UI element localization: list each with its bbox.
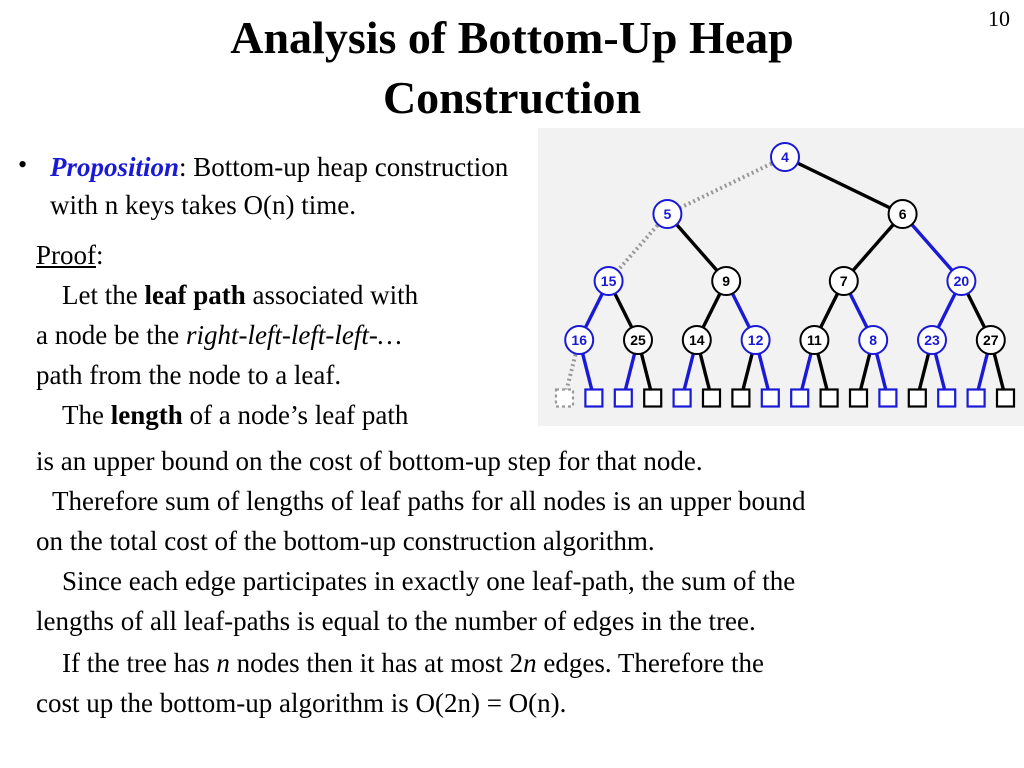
term-length: length	[110, 400, 183, 430]
heap-tree-diagram	[538, 128, 1024, 426]
leaf-box	[556, 390, 573, 407]
tree-nodes	[565, 143, 1005, 354]
proposition-line-1	[50, 148, 508, 186]
proof-label: Proof	[36, 240, 96, 270]
slide-number: 10	[988, 6, 1010, 31]
var-n: n	[523, 648, 537, 678]
leaf-box	[703, 390, 720, 407]
leaf-box	[997, 390, 1014, 407]
proof-colon: :	[96, 240, 104, 270]
proposition-text: : Bottom-up heap construction	[179, 152, 509, 182]
var-n: n	[216, 648, 230, 678]
leaf-box	[585, 390, 602, 407]
title-line-2: Construction	[382, 72, 642, 123]
proof-line-2	[36, 316, 402, 354]
proof-text: of a node’s leaf path	[182, 400, 409, 430]
proof-line-8: Since each edge participates in exactly one leaf-path, the sum of the	[62, 566, 796, 596]
heap-node-key: 14	[689, 332, 705, 348]
leaf-box	[615, 390, 632, 407]
heap-node-key: 25	[630, 332, 646, 348]
heap-diagram-panel	[538, 128, 1024, 426]
proof-text: edges. Therefore the	[536, 648, 765, 678]
leaf-box	[938, 390, 955, 407]
tree-edge	[785, 157, 903, 214]
proposition-term: Proposition	[50, 152, 180, 182]
leaf-box	[909, 390, 926, 407]
heap-node-key: 8	[869, 332, 878, 348]
heap-node-key: 9	[722, 273, 731, 289]
heap-node-key: 16	[571, 332, 587, 348]
leaf-box	[821, 390, 838, 407]
proof-text: The	[62, 400, 111, 430]
proposition-line-2: with n keys takes O(n) time.	[50, 190, 356, 220]
path-pattern: right-left-left-left-…	[185, 320, 402, 350]
leaf-box	[732, 390, 749, 407]
leaf-box	[968, 390, 985, 407]
proof-line-5: is an upper bound on the cost of bottom-up step for that node.	[36, 446, 703, 476]
proof-line-9: lengths of all leaf-paths is equal to the number of edges in the tree.	[36, 606, 756, 636]
heap-node-key: 7	[839, 273, 848, 289]
title-line-1: Analysis of Bottom-Up Heap	[230, 12, 794, 63]
leaf-box	[644, 390, 661, 407]
bullet-icon: •	[18, 150, 28, 179]
heap-node-key: 15	[600, 273, 617, 289]
proof-line-1	[36, 276, 418, 314]
tree-edges	[565, 157, 1006, 398]
leaf-box	[762, 390, 779, 407]
heap-node-key: 5	[663, 206, 672, 222]
slide-title	[0, 8, 1024, 128]
heap-node-key: 4	[781, 149, 789, 165]
proof-text: associated with	[245, 280, 419, 310]
proof-line-10	[36, 644, 764, 682]
leaf-box	[791, 390, 808, 407]
proof-text: Let the	[62, 280, 145, 310]
heap-node-key: 23	[924, 332, 940, 348]
proof-heading	[36, 236, 104, 274]
proof-line-3: path from the node to a leaf.	[36, 360, 342, 390]
term-leaf-path: leaf path	[144, 280, 246, 310]
proof-line-7: on the total cost of the bottom-up construction algorithm.	[36, 526, 655, 556]
leaf-box	[850, 390, 867, 407]
heap-node-key: 20	[953, 273, 970, 289]
heap-node-key: 27	[983, 332, 999, 348]
proof-text: nodes then it has at most 2	[229, 648, 524, 678]
proof-line-11: cost up the bottom-up algorithm is O(2n) = O(n).	[36, 688, 567, 718]
heap-node-key: 12	[747, 332, 764, 348]
leaf-box	[879, 390, 896, 407]
tree-leaves	[556, 390, 1014, 407]
proof-text: If the tree has	[62, 648, 217, 678]
leaf-box	[674, 390, 691, 407]
heap-node-key: 11	[806, 332, 822, 348]
dotted-leaf-path-edge	[667, 157, 785, 214]
heap-node-key: 6	[898, 206, 907, 222]
proof-line-4	[36, 396, 408, 434]
proof-line-6: Therefore sum of lengths of leaf paths for all nodes is an upper bound	[52, 486, 806, 516]
proof-text: a node be the	[36, 320, 186, 350]
